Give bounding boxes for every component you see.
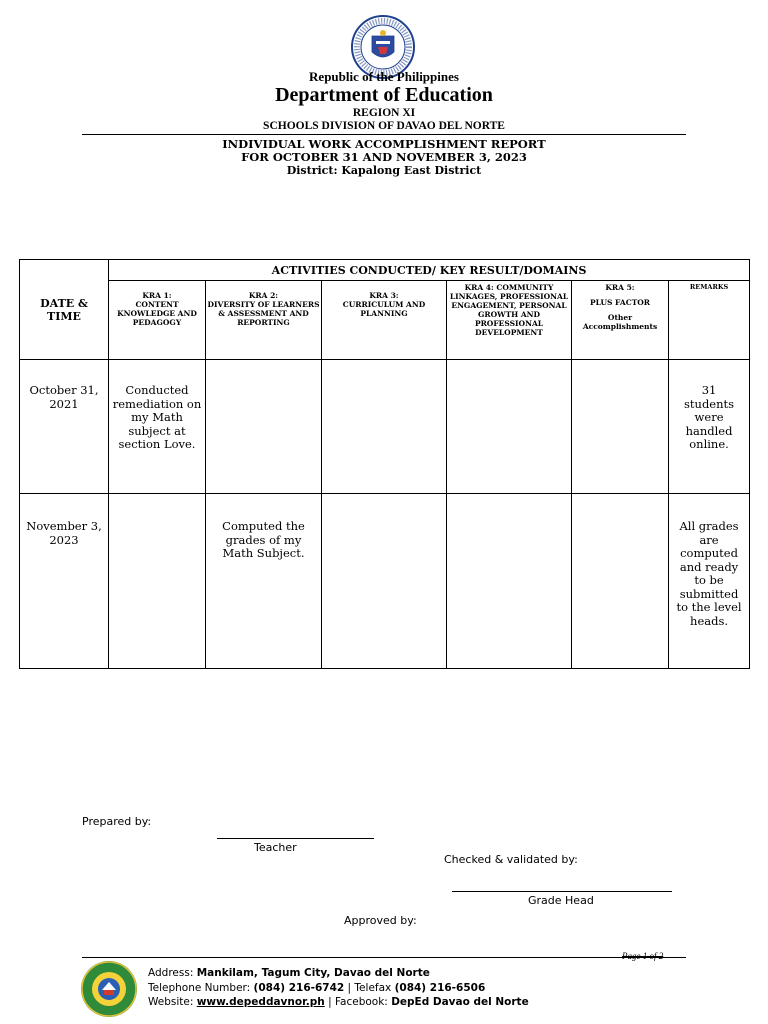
date-time-header: DATE & TIME xyxy=(20,260,109,360)
footer-website: Website: www.depeddavnor.ph | Facebook: DepEd Davao del Norte xyxy=(148,996,529,1008)
teacher-label: Teacher xyxy=(254,841,297,854)
row-kra1 xyxy=(109,494,206,669)
row-kra2 xyxy=(206,360,322,494)
region-line: REGION XI xyxy=(352,107,416,119)
approved-by-label: Approved by: xyxy=(344,914,417,927)
website-link[interactable]: www.depeddavnor.ph xyxy=(196,996,325,1008)
page-number: Page 1 of 2 xyxy=(622,951,664,961)
footer-divider xyxy=(82,957,686,958)
report-title: INDIVIDUAL WORK ACCOMPLISHMENT REPORT xyxy=(222,137,546,151)
row-remarks: 31 students were handled online. xyxy=(669,360,750,494)
kra4-header: KRA 4: COMMUNITY LINKAGES, PROFESSIONAL ENGAGEMENT, PERSONAL GROWTH AND PROFESSIONAL DEVELOPMENT xyxy=(447,281,572,360)
republic-line: Republic of the Philippines xyxy=(309,69,459,84)
row-kra5 xyxy=(572,360,669,494)
footer-phone: Telephone Number: (084) 216-6742 | Telefax (084) 216-6506 xyxy=(148,982,486,994)
report-period: FOR OCTOBER 31 AND NOVEMBER 3, 2023 xyxy=(241,150,527,164)
kra3-header: KRA 3: CURRICULUM AND PLANNING xyxy=(322,281,447,360)
teacher-signature-line xyxy=(217,838,374,839)
activities-header: ACTIVITIES CONDUCTED/ KEY RESULT/DOMAINS xyxy=(109,260,750,281)
accomplishment-table xyxy=(19,259,750,669)
kra1-header: KRA 1: CONTENT KNOWLEDGE AND PEDAGOGY xyxy=(109,281,206,360)
grade-head-signature-line xyxy=(452,891,672,892)
row-kra1: Conducted remediation on my Math subject at section Love. xyxy=(109,360,206,494)
prepared-by-label: Prepared by: xyxy=(82,815,152,828)
kra5-header: KRA 5: PLUS FACTOR Other Accomplishments xyxy=(572,281,669,360)
division-line: SCHOOLS DIVISION OF DAVAO DEL NORTE xyxy=(263,120,505,132)
row-kra4 xyxy=(447,360,572,494)
facebook-link[interactable]: DepEd Davao del Norte xyxy=(391,996,529,1008)
department-title: Department of Education xyxy=(275,84,493,106)
row-remarks: All grades are computed and ready to be submitted to the level heads. xyxy=(669,494,750,669)
header-divider xyxy=(82,134,686,135)
row-kra3 xyxy=(322,494,447,669)
report-district: District: Kapalong East District xyxy=(286,164,482,177)
footer-address: Address: Mankilam, Tagum City, Davao del Norte xyxy=(148,967,430,979)
row-kra5 xyxy=(572,494,669,669)
division-logo-icon xyxy=(80,960,138,1018)
checked-by-label: Checked & validated by: xyxy=(444,853,578,866)
remarks-header: REMARKS xyxy=(669,281,750,360)
row-kra2: Computed the grades of my Math Subject. xyxy=(206,494,322,669)
row-kra3 xyxy=(322,360,447,494)
row-date: October 31, 2021 xyxy=(20,360,109,494)
grade-head-label: Grade Head xyxy=(528,894,594,907)
row-kra4 xyxy=(447,494,572,669)
row-date: November 3, 2023 xyxy=(20,494,109,669)
table-row xyxy=(20,360,750,494)
table-row xyxy=(20,494,750,669)
kra2-header: KRA 2: DIVERSITY OF LEARNERS & ASSESSMENT AND REPORTING xyxy=(206,281,322,360)
